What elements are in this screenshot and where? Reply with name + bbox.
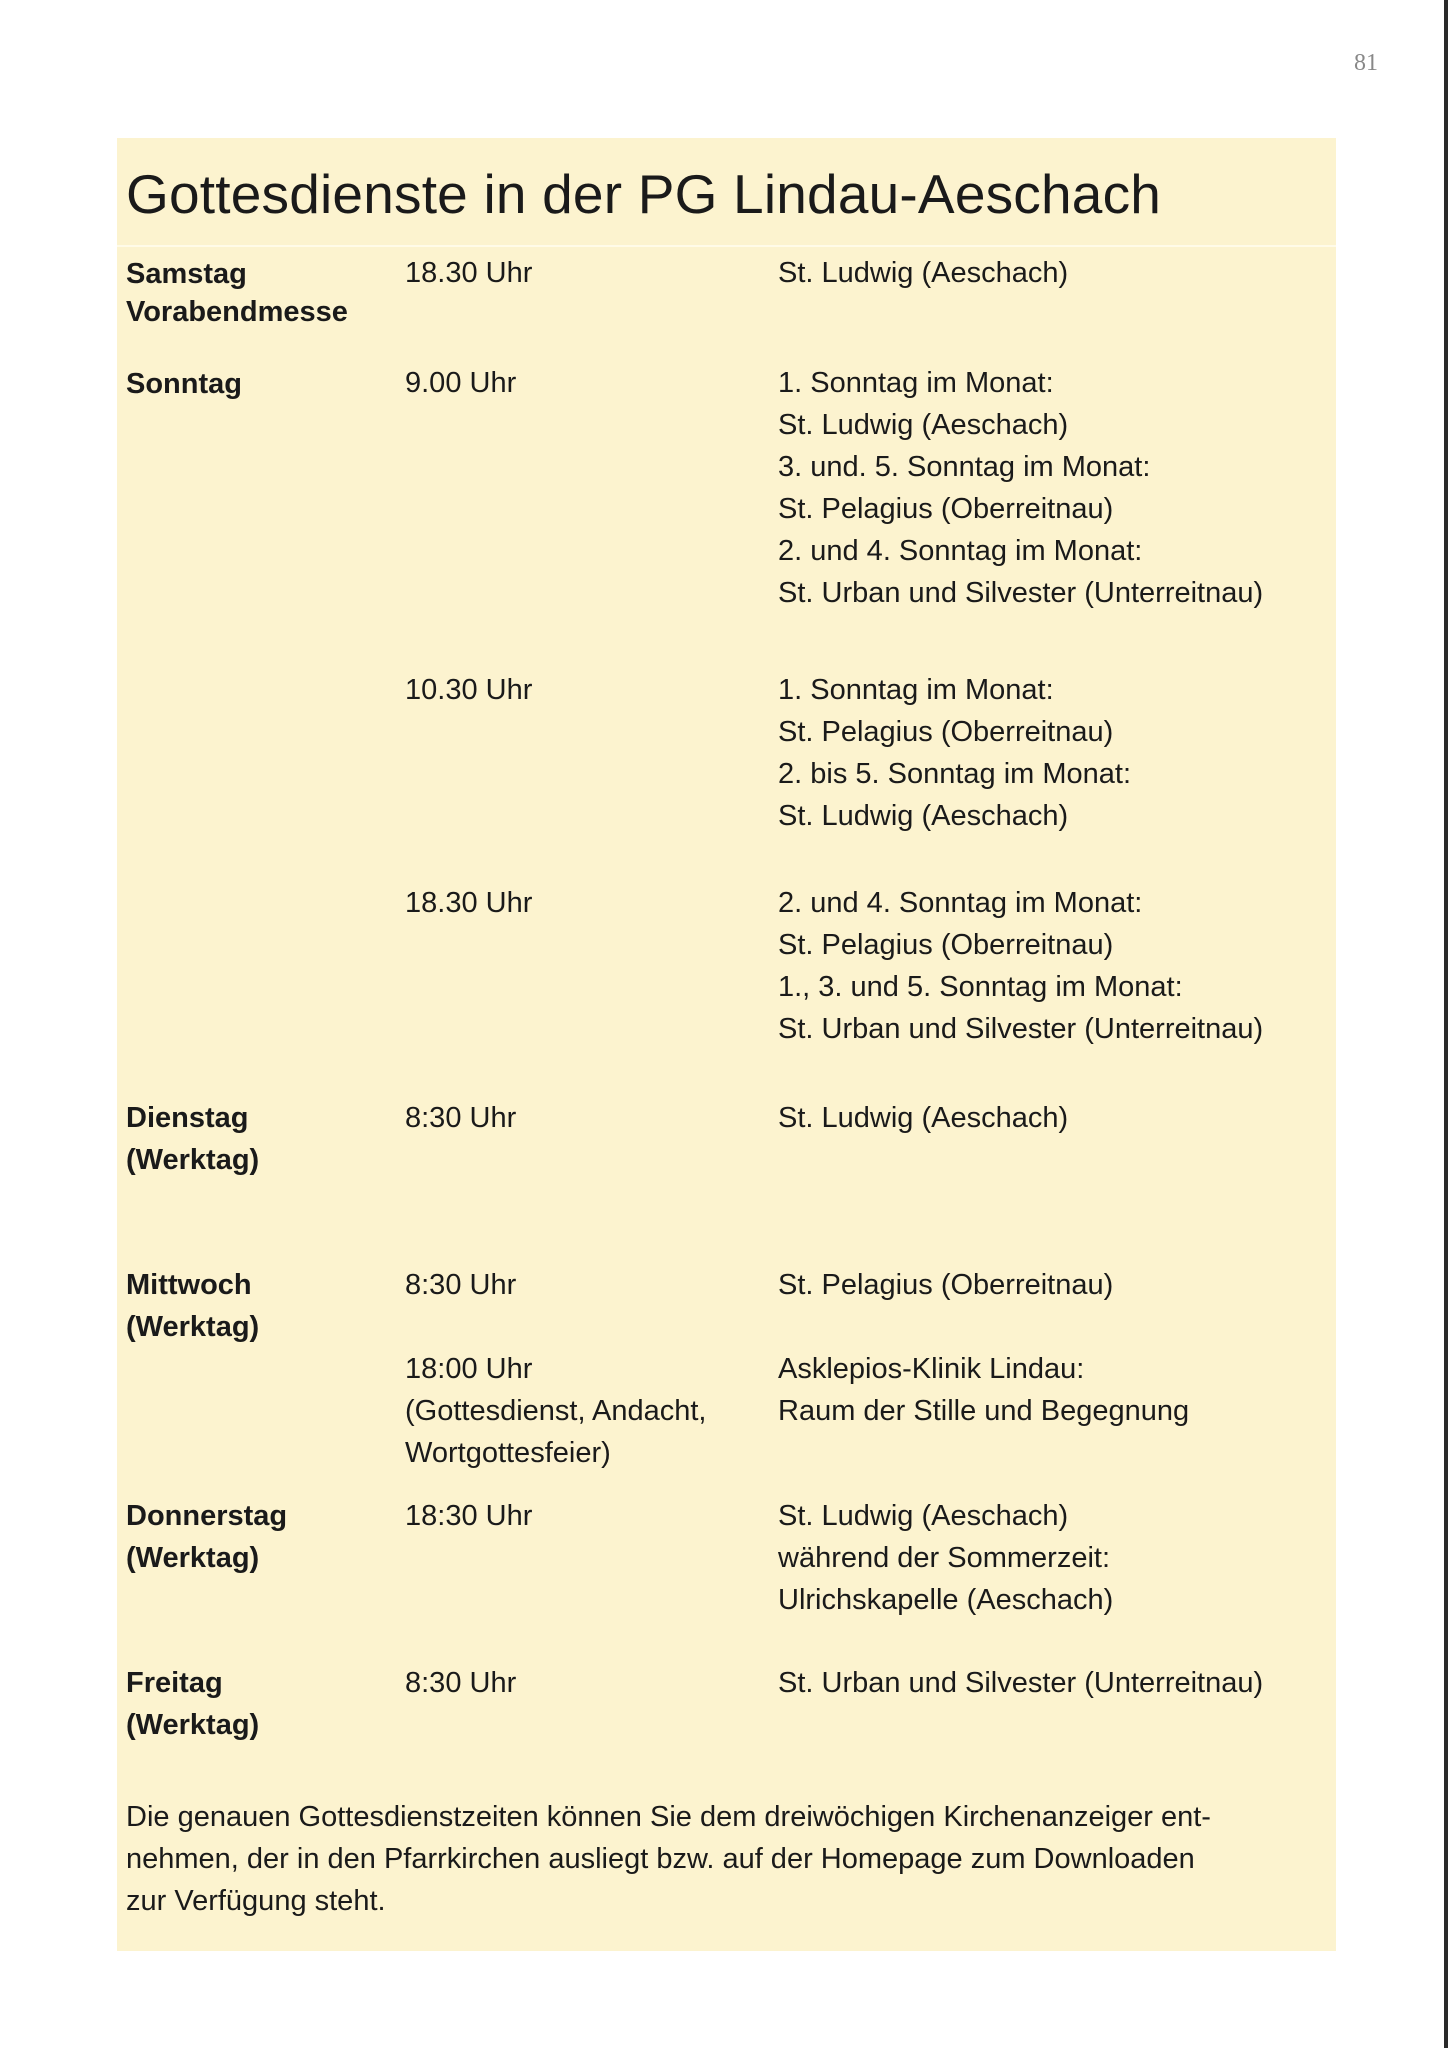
time-label: 8:30 Uhr [405, 1269, 517, 1301]
place-label: St. Pelagius (Oberreitnau) [778, 1269, 1114, 1301]
place-label: 2. und 4. Sonntag im Monat: St. Pelagius (Oberreitnau) 1., 3. und 5. Sonntag im Monat: St. Urban und Silvester (Unterreitnau) [778, 887, 1264, 1045]
place-label: 1. Sonntag im Monat: St. Pelagius (Oberreitnau) 2. bis 5. Sonntag im Monat: St. Ludwig (Aeschach) [778, 674, 1132, 832]
place-label: St. Ludwig (Aeschach) [778, 257, 1069, 289]
time-label: 18:00 Uhr (Gottesdienst, Andacht, Wortgottesfeier) [405, 1353, 707, 1469]
day-label: Mittwoch (Werktag) [126, 1269, 260, 1343]
time-label: 18:30 Uhr [405, 1500, 533, 1532]
time-label: 10.30 Uhr [405, 674, 533, 706]
place-label: St. Ludwig (Aeschach) während der Sommerzeit: Ulrichskapelle (Aeschach) [778, 1500, 1114, 1616]
time-label: 8:30 Uhr [405, 1102, 517, 1134]
place-label: 1. Sonntag im Monat: St. Ludwig (Aeschach) 3. und. 5. Sonntag im Monat: St. Pelagius (Oberreitnau) 2. und 4. Sonntag im Monat: St. Urban und Silvester (Unterreitnau) [778, 367, 1264, 609]
page-edge [1444, 0, 1448, 2048]
day-label: Dienstag (Werktag) [126, 1102, 260, 1176]
schedule-box [117, 138, 1336, 1951]
title-divider [117, 245, 1336, 247]
time-label: 18.30 Uhr [405, 887, 533, 919]
day-label: Sonntag [126, 368, 242, 400]
time-label: 18.30 Uhr [405, 257, 533, 289]
page-number: 81 [1354, 50, 1378, 76]
day-label: Donnerstag (Werktag) [126, 1500, 288, 1574]
day-label: Samstag Vorabendmesse [126, 258, 348, 328]
time-label: 8:30 Uhr [405, 1667, 517, 1699]
place-label: St. Urban und Silvester (Unterreitnau) [778, 1667, 1264, 1699]
time-label: 9.00 Uhr [405, 367, 517, 399]
place-label: St. Ludwig (Aeschach) [778, 1102, 1069, 1134]
footnote: Die genauen Gottesdienstzeiten können Sie dem dreiwöchigen Kirchenanzeiger ent- nehmen, der in den Pfarrkirchen ausliegt bzw. auf der Homepage zum Downloaden zur Verfügung steht. [126, 1801, 1211, 1917]
day-label: Freitag (Werktag) [126, 1667, 260, 1741]
page-title: Gottesdienste in der PG Lindau-Aeschach [126, 163, 1162, 225]
place-label: Asklepios-Klinik Lindau: Raum der Stille und Begegnung [778, 1353, 1190, 1427]
